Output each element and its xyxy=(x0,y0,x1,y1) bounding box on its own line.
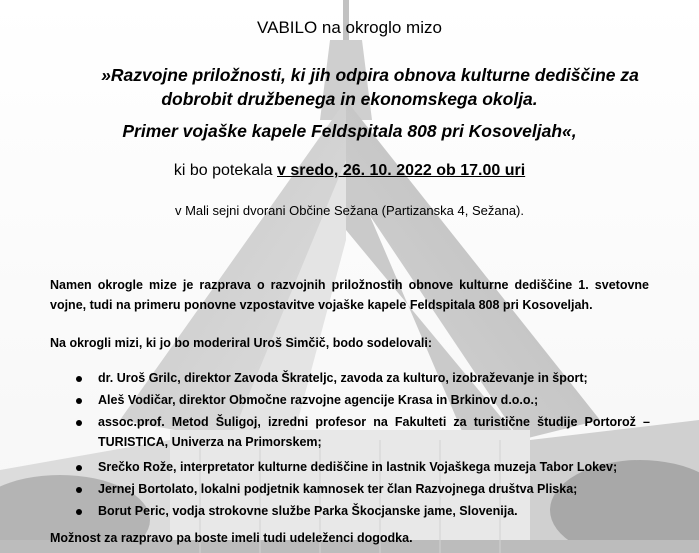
bullet-icon xyxy=(76,420,82,426)
subject-line-2: dobrobit družbenega in ekonomskega okolja. xyxy=(161,89,538,109)
participant-text: assoc.prof. Metod Šuligoj, izredni profesor na Fakulteti za turistične študije Portorož – TURISTICA, Univerza na Primorskem; xyxy=(98,415,650,449)
list-item xyxy=(50,368,650,388)
list-item xyxy=(50,412,650,452)
participants-list xyxy=(50,368,650,526)
participants-intro: Na okrogli mizi, ki jo bo moderiral Uroš Simčič, bodo sodelovali: xyxy=(50,336,433,350)
subject-line-1: »Razvojne priložnosti, ki jih odpira obnova kulturne dediščine za xyxy=(101,65,639,85)
event-location: v Mali sejni dvorani Občine Sežana (Partizanska 4, Sežana). xyxy=(174,203,524,218)
bullet-icon xyxy=(76,487,82,493)
list-item xyxy=(50,457,650,477)
list-item xyxy=(50,501,650,521)
event-date: v sredo, 26. 10. 2022 ob 17.00 uri xyxy=(277,162,526,179)
participant-text: Srečko Rože, interpretator kulturne dediščine in lastnik Vojaškega muzeja Tabor Lokev; xyxy=(98,460,618,474)
list-item xyxy=(50,390,650,410)
participant-text: Jernej Bortolato, lokalni podjetnik kamnosek ter član Razvojnega društva Pliska; xyxy=(98,482,578,496)
event-time xyxy=(0,162,699,180)
event-time-prefix: ki bo potekala xyxy=(173,162,278,179)
bullet-icon xyxy=(76,509,82,515)
participant-text: Borut Peric, vodja strokovne službe Parka Škocjanske jame, Slovenija. xyxy=(98,504,518,518)
bullet-icon xyxy=(76,398,82,404)
list-item xyxy=(50,479,650,499)
closing-paragraph: Možnost za razpravo pa boste imeli tudi udeleženci dogodka. xyxy=(50,531,413,545)
participant-text: dr. Uroš Grilc, direktor Zavoda Škrateljc, zavoda za kulturo, izobraževanje in šport; xyxy=(98,371,588,385)
invitation-title: VABILO na okroglo mizo xyxy=(257,18,442,37)
participant-text: Aleš Vodičar, direktor Območne razvojne agencije Krasa in Brkinov d.o.o.; xyxy=(98,393,539,407)
purpose-paragraph: Namen okrogle mize je razprava o razvojnih priložnostih obnove kulturne dediščine 1. svetovne vojne, tudi na primeru ponovne vzpostavitve vojaške kapele Feldspitala 808 pri Kosoveljah. xyxy=(50,278,649,312)
example-line: Primer vojaške kapele Feldspitala 808 pri Kosoveljah«, xyxy=(122,121,577,141)
bullet-icon xyxy=(76,376,82,382)
bullet-icon xyxy=(76,465,82,471)
